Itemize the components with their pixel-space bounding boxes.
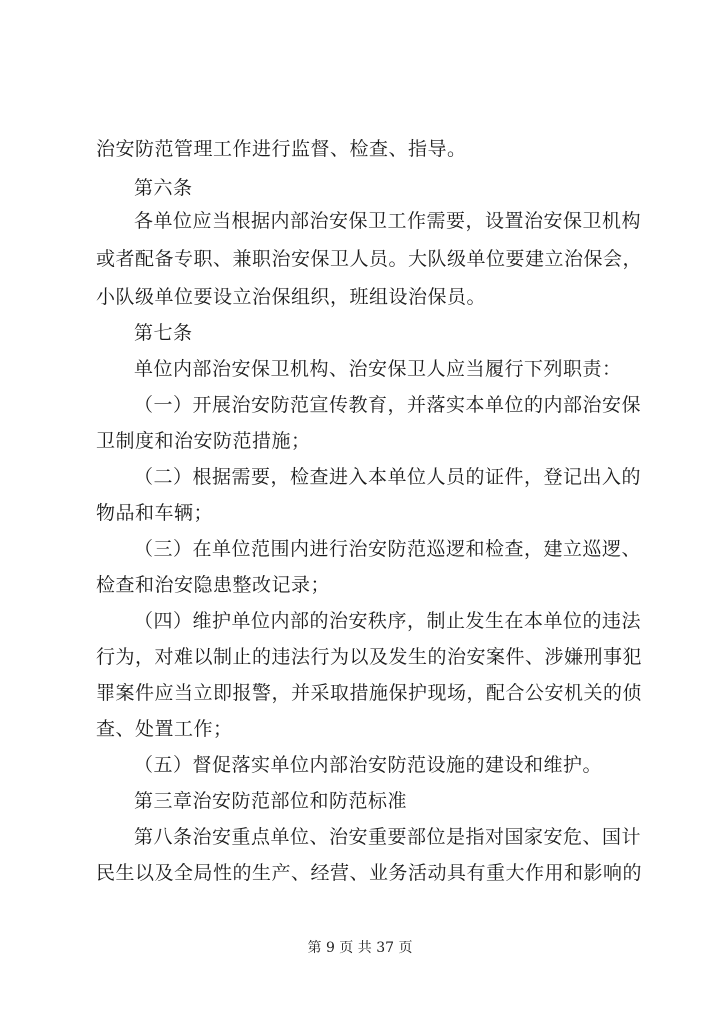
text-line-9: 卫制度和治安防范措施； [96,430,311,452]
chapter-heading-3: 第三章治安防范部位和防范标准 [134,790,408,812]
text-line-21: 民生以及全局性的生产、经营、业务活动具有重大作用和影响的 [96,862,643,884]
article-heading-7: 第七条 [134,322,193,344]
text-line-17: 查、处置工作； [96,718,233,740]
article-heading-6: 第六条 [134,177,193,199]
text-line-1: 治安防范管理工作进行监督、检查、指导。 [96,138,467,160]
text-line-15: 行为，对难以制止的违法行为以及发生的治安案件、涉嫌刑事犯 [96,646,643,668]
text-line-3: 各单位应当根据内部治安保卫工作需要，设置治安保卫机构 [134,210,642,232]
text-line-12: （三）在单位范围内进行治安防范巡逻和检查，建立巡逻、 [134,538,642,560]
text-line-14: （四）维护单位内部的治安秩序，制止发生在本单位的违法 [134,610,642,632]
text-line-8: （一）开展治安防范宣传教育，并落实本单位的内部治安保 [134,394,642,416]
text-line-11: 物品和车辆； [96,502,214,524]
text-line-4: 或者配备专职、兼职治安保卫人员。大队级单位要建立治保会， [96,248,643,270]
text-line-16: 罪案件应当立即报警，并采取措施保护现场，配合公安机关的侦 [96,682,643,704]
text-line-18: （五）督促落实单位内部治安防范设施的建设和维护。 [134,754,603,776]
text-line-13: 检查和治安隐患整改记录； [96,574,331,596]
page-number-footer: 第 9 页 共 37 页 [307,940,413,956]
text-line-20: 第八条治安重点单位、治安重要部位是指对国家安危、国计 [134,826,642,848]
text-line-5: 小队级单位要设立治保组织，班组设治保员。 [96,286,487,308]
text-line-7: 单位内部治安保卫机构、治安保卫人应当履行下列职责： [134,358,622,380]
text-line-10: （二）根据需要，检查进入本单位人员的证件，登记出入的 [134,466,642,488]
